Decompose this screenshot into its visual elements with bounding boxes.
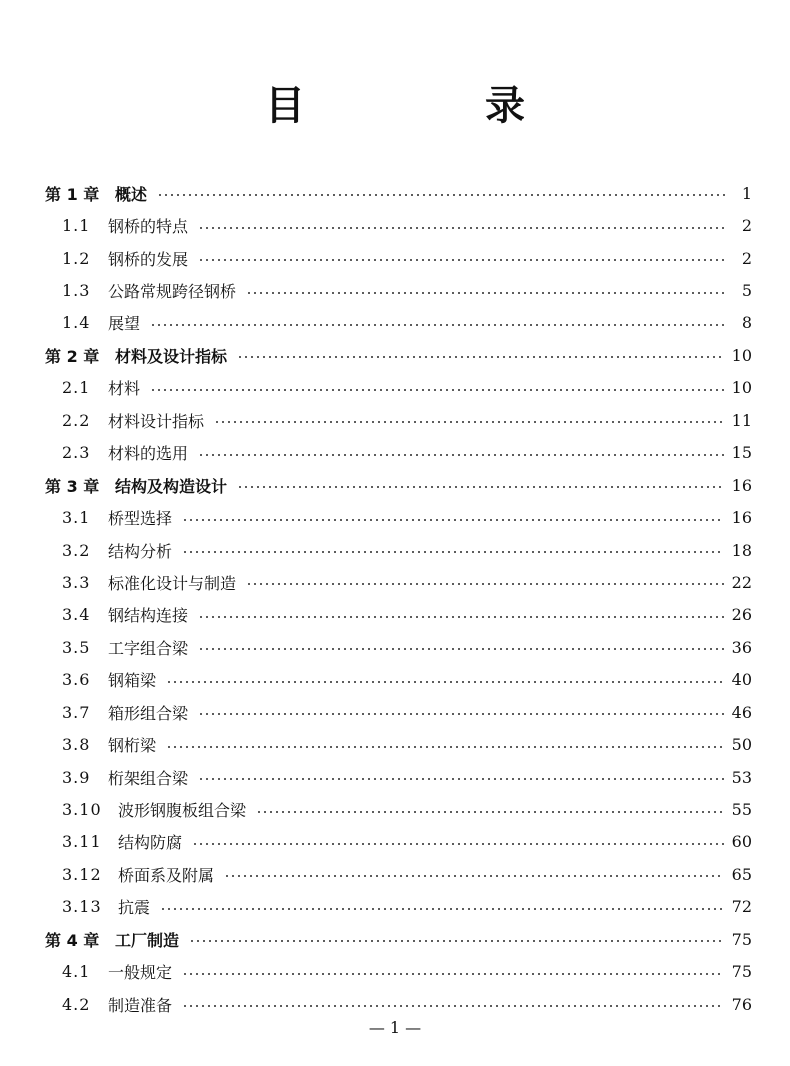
entry-title: 公路常规跨径钢桥 xyxy=(108,282,237,302)
toc-section-entry xyxy=(0,664,790,696)
entry-title: 工厂制造 xyxy=(115,930,180,950)
toc-section-entry xyxy=(0,761,790,793)
toc-section-entry xyxy=(0,696,790,728)
toc-section-entry xyxy=(0,793,790,825)
entry-title: 材料的选用 xyxy=(108,444,189,464)
entry-number: 3.7 xyxy=(62,702,91,722)
entry-number: 3.6 xyxy=(62,670,91,690)
entry-number: 3.8 xyxy=(62,735,91,755)
entry-title: 箱形组合梁 xyxy=(108,703,189,723)
entry-title: 材料设计指标 xyxy=(108,411,205,431)
toc-section-entry xyxy=(0,437,790,469)
dot-leader xyxy=(157,194,728,196)
entry-title: 材料及设计指标 xyxy=(115,346,228,366)
entry-page-number: 72 xyxy=(731,897,752,917)
entry-number: 3.1 xyxy=(62,508,91,528)
entry-title: 桁架组合梁 xyxy=(108,768,189,788)
entry-page-number: 2 xyxy=(741,248,752,268)
entry-number: 3.2 xyxy=(62,540,91,560)
entry-title: 钢桥的特点 xyxy=(108,217,189,237)
entry-page-number: 46 xyxy=(731,702,752,722)
dot-leader xyxy=(256,811,724,813)
toc-section-entry xyxy=(0,566,790,598)
entry-title: 桥型选择 xyxy=(108,509,173,529)
dot-leader xyxy=(237,356,724,358)
entry-page-number: 11 xyxy=(731,410,752,430)
toc-chapter-entry xyxy=(0,177,790,209)
dot-leader xyxy=(198,713,724,715)
entry-number: 2.1 xyxy=(62,378,91,398)
dot-leader xyxy=(150,324,728,326)
entry-title: 抗震 xyxy=(118,898,151,918)
entry-number: 3.5 xyxy=(62,637,91,657)
entry-number: 第 4 章 xyxy=(45,930,100,950)
entry-number: 1.4 xyxy=(62,313,91,333)
entry-number: 3.9 xyxy=(62,767,91,787)
entry-title: 钢桥的发展 xyxy=(108,249,189,269)
entry-page-number: 2 xyxy=(741,216,752,236)
entry-page-number: 76 xyxy=(731,994,752,1014)
toc-section-entry xyxy=(0,242,790,274)
entry-page-number: 50 xyxy=(731,735,752,755)
entry-title: 制造准备 xyxy=(108,995,173,1015)
dot-leader xyxy=(246,292,728,294)
dot-leader xyxy=(160,908,724,910)
dot-leader xyxy=(182,551,724,553)
toc-section-entry xyxy=(0,599,790,631)
dot-leader xyxy=(182,973,724,975)
toc-chapter-entry xyxy=(0,339,790,371)
entry-number: 3.13 xyxy=(62,897,102,917)
toc-section-entry xyxy=(0,631,790,663)
dot-leader xyxy=(198,454,724,456)
entry-number: 第 1 章 xyxy=(45,184,100,204)
entry-page-number: 16 xyxy=(731,508,752,528)
entry-title: 结构分析 xyxy=(108,541,173,561)
entry-number: 1.2 xyxy=(62,248,91,268)
page-title: 目 录 xyxy=(265,83,595,129)
dot-leader xyxy=(182,519,724,521)
entry-title: 钢结构连接 xyxy=(108,606,189,626)
entry-title: 概述 xyxy=(115,184,148,204)
entry-number: 3.12 xyxy=(62,864,102,884)
toc-section-entry xyxy=(0,891,790,923)
dot-leader xyxy=(166,681,724,683)
dot-leader xyxy=(246,583,724,585)
dot-leader xyxy=(192,843,724,845)
table-of-contents xyxy=(0,177,790,1020)
dot-leader xyxy=(150,389,724,391)
page-number-footer: — 1 — xyxy=(368,1018,422,1037)
entry-page-number: 22 xyxy=(731,572,752,592)
dot-leader xyxy=(198,227,728,229)
dot-leader xyxy=(198,778,724,780)
entry-page-number: 1 xyxy=(741,183,752,203)
entry-title: 一般规定 xyxy=(108,963,173,983)
toc-section-entry xyxy=(0,209,790,241)
entry-number: 3.10 xyxy=(62,800,102,820)
dot-leader xyxy=(198,259,728,261)
entry-page-number: 60 xyxy=(731,832,752,852)
entry-number: 1.3 xyxy=(62,281,91,301)
toc-section-entry xyxy=(0,534,790,566)
toc-section-entry xyxy=(0,988,790,1020)
toc-chapter-entry xyxy=(0,469,790,501)
entry-number: 2.3 xyxy=(62,443,91,463)
entry-title: 结构防腐 xyxy=(118,833,183,853)
dot-leader xyxy=(237,486,724,488)
entry-page-number: 16 xyxy=(731,475,752,495)
entry-title: 钢箱梁 xyxy=(108,671,157,691)
entry-page-number: 5 xyxy=(741,281,752,301)
entry-number: 4.1 xyxy=(62,962,91,982)
entry-page-number: 75 xyxy=(731,962,752,982)
entry-title: 桥面系及附属 xyxy=(118,865,215,885)
entry-page-number: 40 xyxy=(731,670,752,690)
toc-section-entry xyxy=(0,274,790,306)
entry-page-number: 18 xyxy=(731,540,752,560)
toc-section-entry xyxy=(0,826,790,858)
entry-title: 展望 xyxy=(108,314,141,334)
dot-leader xyxy=(189,940,724,942)
entry-number: 3.3 xyxy=(62,572,91,592)
dot-leader xyxy=(214,421,724,423)
entry-page-number: 75 xyxy=(731,929,752,949)
dot-leader xyxy=(182,1005,724,1007)
entry-title: 钢桁梁 xyxy=(108,736,157,756)
entry-number: 1.1 xyxy=(62,216,91,236)
entry-number: 3.11 xyxy=(62,832,102,852)
entry-number: 3.4 xyxy=(62,605,91,625)
entry-page-number: 53 xyxy=(731,767,752,787)
toc-chapter-entry xyxy=(0,923,790,955)
toc-section-entry xyxy=(0,404,790,436)
entry-page-number: 8 xyxy=(741,313,752,333)
dot-leader xyxy=(224,875,724,877)
toc-section-entry xyxy=(0,858,790,890)
entry-page-number: 10 xyxy=(731,378,752,398)
entry-title: 结构及构造设计 xyxy=(115,476,228,496)
toc-section-entry xyxy=(0,372,790,404)
entry-number: 第 3 章 xyxy=(45,476,100,496)
toc-section-entry xyxy=(0,956,790,988)
toc-section-entry xyxy=(0,307,790,339)
entry-page-number: 10 xyxy=(731,345,752,365)
entry-page-number: 15 xyxy=(731,443,752,463)
entry-page-number: 55 xyxy=(731,800,752,820)
entry-title: 工字组合梁 xyxy=(108,638,189,658)
entry-title: 标准化设计与制造 xyxy=(108,573,237,593)
toc-section-entry xyxy=(0,728,790,760)
entry-page-number: 26 xyxy=(731,605,752,625)
dot-leader xyxy=(166,746,724,748)
entry-number: 第 2 章 xyxy=(45,346,100,366)
entry-page-number: 36 xyxy=(731,637,752,657)
entry-number: 4.2 xyxy=(62,994,91,1014)
entry-page-number: 65 xyxy=(731,864,752,884)
entry-title: 波形钢腹板组合梁 xyxy=(118,801,247,821)
toc-section-entry xyxy=(0,501,790,533)
dot-leader xyxy=(198,616,724,618)
entry-number: 2.2 xyxy=(62,410,91,430)
entry-title: 材料 xyxy=(108,379,141,399)
dot-leader xyxy=(198,648,724,650)
